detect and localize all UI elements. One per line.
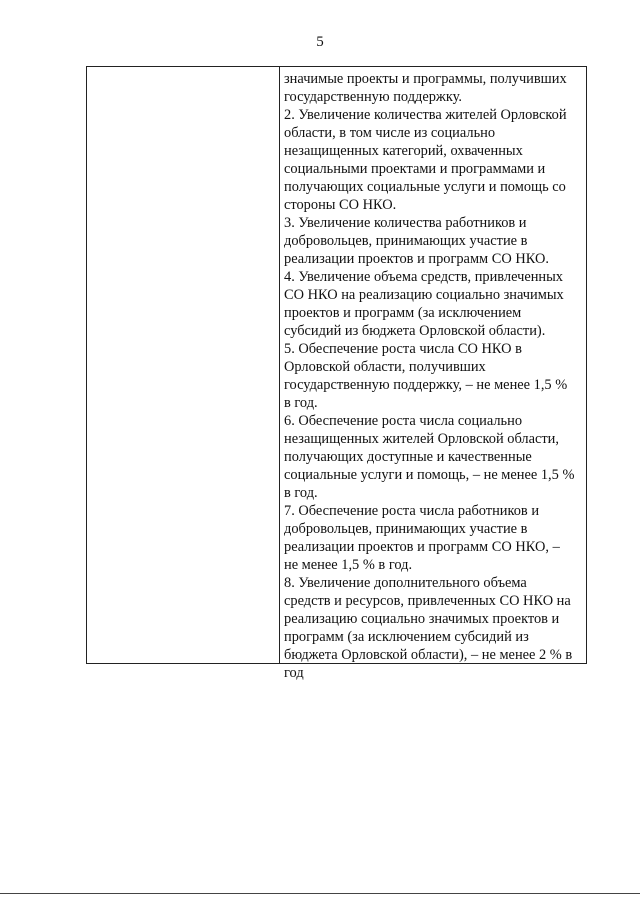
text-line: 8. Увеличение дополнительного объема [284,575,527,591]
text-line: программ (за исключением субсидий из [284,629,529,645]
text-line: государственную поддержку, – не менее 1,5 % [284,377,568,393]
text-line: Орловской области, получивших [284,359,486,375]
text-line: год [284,665,304,681]
text-line: реализацию социально значимых проектов и [284,611,560,627]
text-line: социальными проектами и программами и [284,161,546,177]
text-line: 3. Увеличение количества работников и [284,215,527,231]
text-line: не менее 1,5 % в год. [284,557,413,573]
text-line: 7. Обеспечение роста числа работников и [284,503,540,519]
text-line: незащищенных категорий, охваченных [284,143,523,159]
text-line: получающих доступные и качественные [284,449,532,465]
text-line: реализации проектов и программ СО НКО. [284,251,549,267]
content-table [86,66,587,681]
text-line: бюджета Орловской области), – не менее 2 % в [284,647,573,663]
text-line: средств и ресурсов, привлеченных СО НКО на [284,593,571,609]
text-line: 2. Увеличение количества жителей Орловской [284,107,567,123]
text-line: реализации проектов и программ СО НКО, – [284,539,560,555]
bottom-divider [0,893,640,894]
text-line: добровольцев, принимающих участие в [284,521,528,537]
text-line: проектов и программ (за исключением [284,305,522,321]
text-line: 6. Обеспечение роста числа социально [284,413,523,429]
text-line: незащищенных жителей Орловской области, [284,431,559,447]
text-line: получающих социальные услуги и помощь со [284,179,566,195]
table-left-cell [87,67,280,663]
text-line: в год. [284,485,318,501]
text-line: добровольцев, принимающих участие в [284,233,528,249]
text-line: СО НКО на реализацию социально значимых [284,287,564,303]
text-line: 4. Увеличение объема средств, привлеченных [284,269,563,285]
text-line: субсидий из бюджета Орловской области). [284,323,546,339]
text-line: государственную поддержку. [284,89,462,105]
text-line: 5. Обеспечение роста числа СО НКО в [284,341,522,357]
text-line: области, в том числе из социально [284,125,496,141]
table-right-cell [280,67,586,681]
page-number: 5 [316,34,324,50]
text-line: социальные услуги и помощь, – не менее 1,5 % [284,467,575,483]
text-line: в год. [284,395,318,411]
text-line: значимые проекты и программы, получивших [284,71,567,87]
text-line: стороны СО НКО. [284,197,397,213]
